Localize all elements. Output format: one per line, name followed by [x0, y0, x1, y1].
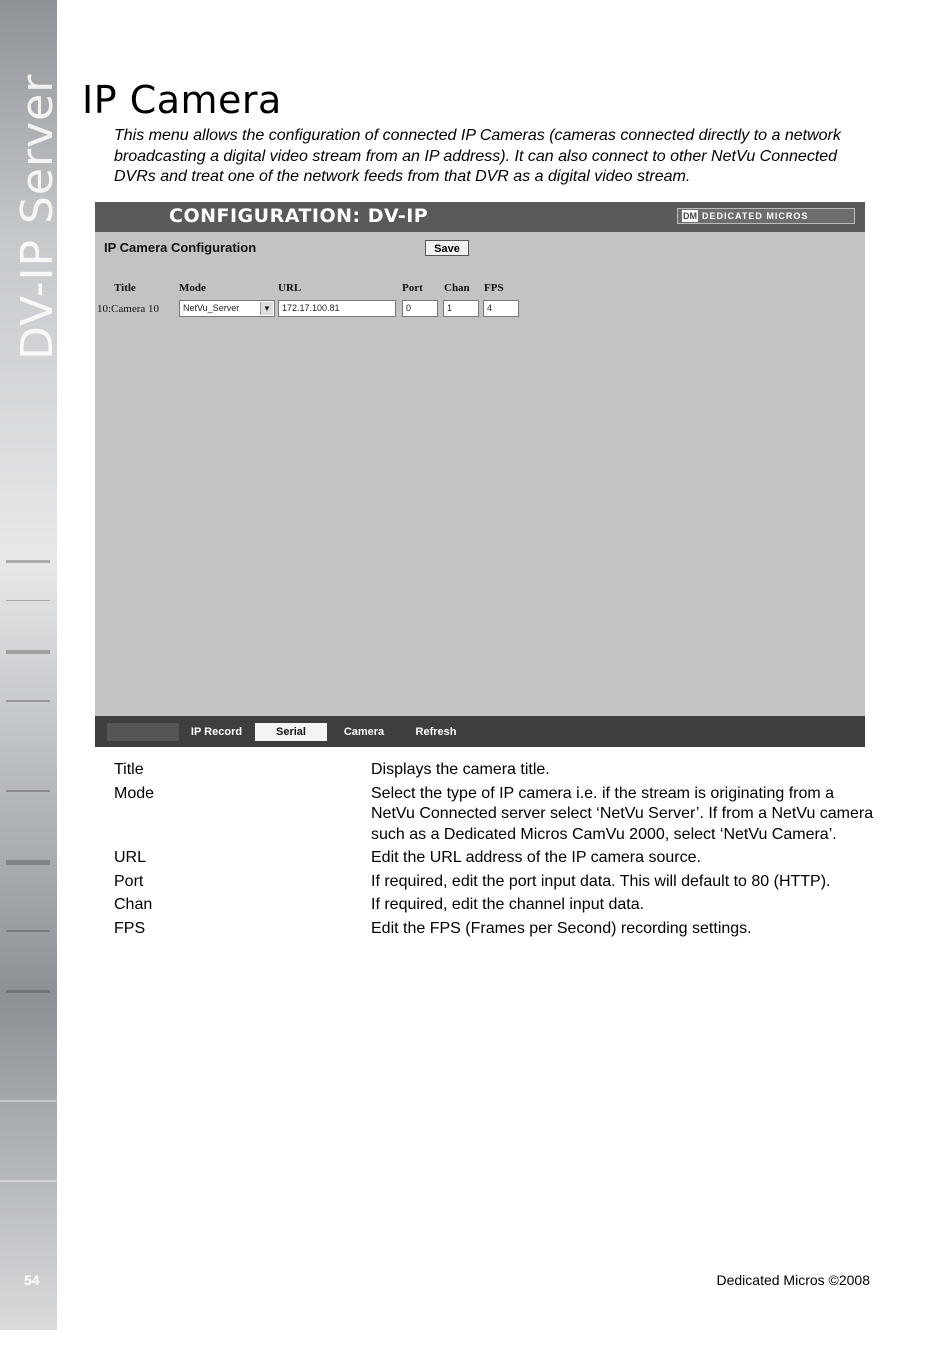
column-header-fps: FPS [484, 282, 504, 294]
side-decorative-band [0, 0, 63, 1330]
footer-copyright: Dedicated Micros ©2008 [716, 1272, 870, 1288]
column-header-title: Title [114, 282, 136, 294]
definition-description: If required, edit the channel input data. [371, 896, 645, 913]
column-header-mode: Mode [179, 282, 206, 294]
definition-row [114, 784, 874, 846]
page-number: 54 [24, 1272, 40, 1288]
definition-description: Select the type of IP camera i.e. if the stream is originating from a NetVu Connected server select ‘NetVu Server’. If from a NetVu camera such as a Dedicated Micros CamVu 2000, select ‘NetVu Camera’. [371, 784, 874, 843]
definition-row [114, 872, 874, 893]
definition-description: Edit the FPS (Frames per Second) recording settings. [371, 919, 752, 937]
definition-term: FPS [114, 919, 146, 937]
dvr-header-title: CONFIGURATION: DV-IP [169, 205, 429, 227]
tab-refresh[interactable]: Refresh [415, 726, 457, 738]
column-header-port: Port [402, 282, 423, 294]
fps-input[interactable]: 4 [483, 300, 519, 317]
tab-ip-record[interactable]: IP Record [190, 726, 243, 738]
dvr-subtitle: IP Camera Configuration [104, 240, 257, 255]
page-title: IP Camera [82, 78, 282, 122]
definition-description: Edit the URL address of the IP camera source. [371, 849, 701, 866]
field-definitions [114, 760, 874, 939]
save-button[interactable]: Save [425, 240, 469, 256]
toolbar-blank-slot [107, 723, 179, 741]
camera-row-title: 10:Camera 10 [97, 303, 160, 315]
tab-serial[interactable]: Serial [255, 723, 327, 741]
mode-select-value: NetVu_Server [183, 303, 240, 313]
definition-term: Port [114, 872, 144, 890]
definition-term: Mode [114, 784, 155, 802]
url-input[interactable]: 172.17.100.81 [278, 300, 396, 317]
definition-term: Chan [114, 896, 153, 913]
definition-description: Displays the camera title. [371, 761, 550, 778]
side-section-title: DV-IP Server [12, 73, 63, 360]
dm-logo-icon: DM [683, 211, 697, 221]
definition-row [114, 760, 874, 781]
intro-paragraph: This menu allows the configuration of connected IP Cameras (cameras connected directly to a network broadcasting a digital video stream from an IP address). It can also connect to other NetVu Connected DVRs and treat one of the network feeds from that DVR as a digital video stream. [114, 127, 841, 185]
definition-term: Title [114, 761, 144, 778]
chevron-down-icon[interactable]: ▼ [260, 302, 273, 315]
dvr-header [95, 202, 865, 232]
column-header-url: URL [278, 282, 302, 294]
definition-term: URL [114, 849, 147, 866]
dedicated-micros-logo [677, 208, 855, 224]
chan-input[interactable]: 1 [443, 300, 479, 317]
definition-row [114, 848, 874, 869]
tab-camera[interactable]: Camera [343, 726, 385, 738]
port-input[interactable]: 0 [402, 300, 438, 317]
column-header-chan: Chan [444, 282, 470, 294]
definition-row [114, 895, 874, 916]
definition-row [114, 919, 874, 940]
dvr-config-screenshot [95, 202, 865, 747]
mode-select[interactable] [179, 300, 275, 317]
definition-description: If required, edit the port input data. This will default to 80 (HTTP). [371, 872, 831, 890]
brand-name: DEDICATED MICROS [702, 211, 809, 221]
